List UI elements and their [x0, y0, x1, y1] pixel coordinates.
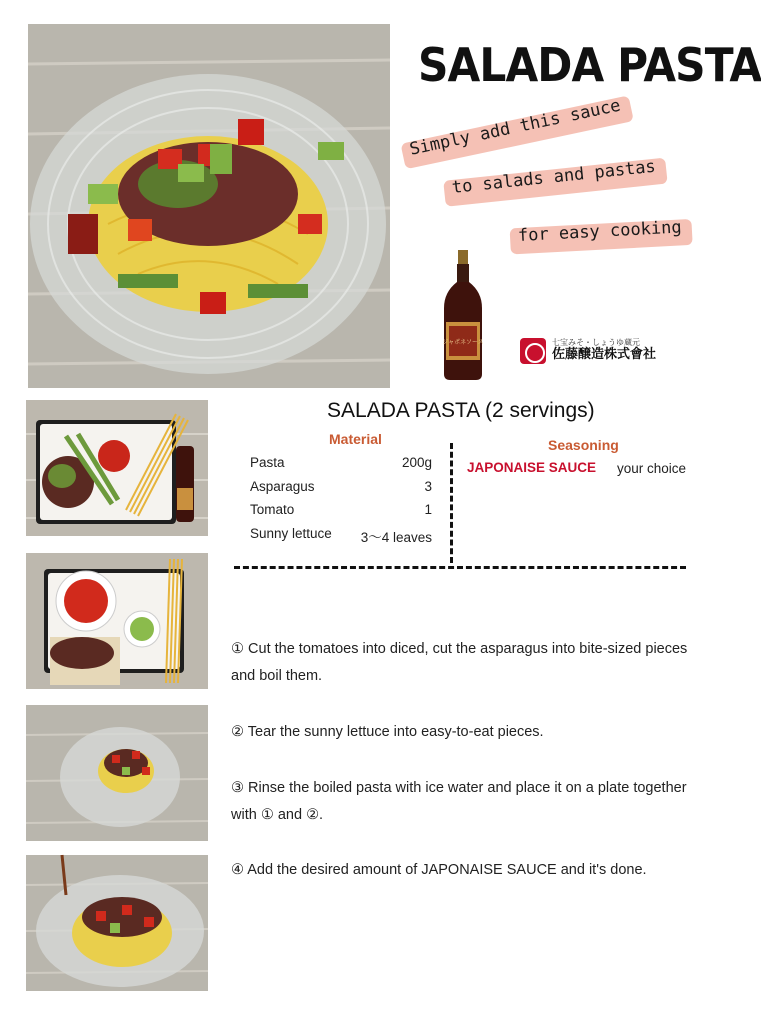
tagline-line-3 [517, 217, 682, 246]
page-title: SALADA PASTA [418, 38, 761, 92]
company-subtitle: 七宝みそ・しょうゆ蔵元 [552, 338, 640, 348]
step-2: ② Tear the sunny lettuce into easy-to-eat pieces. [231, 724, 544, 740]
ingredient-amount: 200g [401, 455, 432, 470]
ingredient-name: Sunny lettuce [250, 526, 332, 541]
seasoning-amount: your choice [617, 461, 687, 476]
plated-pasta-photo [26, 705, 208, 841]
section-divider [234, 566, 686, 569]
column-divider [450, 443, 453, 563]
company-logo-icon [520, 338, 546, 364]
svg-text:ジャポネソース: ジャポネソース [442, 339, 484, 346]
company-name: 佐藤醸造株式會社 [552, 347, 657, 363]
ingredient-row [250, 502, 432, 517]
seasoning-name: JAPONAISE SAUCE [467, 460, 597, 475]
ingredient-name: Asparagus [250, 479, 315, 494]
tagline-text-3: for easy cooking [517, 217, 683, 246]
step-4: ④ Add the desired amount of JAPONAISE SAUCE and it's done. [231, 862, 647, 878]
company-logo [520, 338, 656, 364]
ingredient-row [250, 479, 432, 494]
seasoning-heading: Seasoning [548, 437, 619, 453]
sauce-bottle-image [440, 250, 486, 380]
ingredient-amount: 3～4 leaves [360, 530, 432, 545]
recipe-title: SALADA PASTA (2 servings) [327, 399, 595, 422]
tagline-text-1: Simply add this sauce [407, 95, 623, 160]
step-3: ③ Rinse the boiled pasta with ice water and place it on a plate together with ① and ②. [231, 780, 687, 823]
material-heading: Material [329, 431, 382, 447]
ingredient-name: Pasta [250, 455, 285, 470]
ingredients-photo [26, 400, 208, 536]
ingredient-amount: 3 [424, 479, 432, 494]
hero-salad-pasta-photo [28, 24, 390, 388]
ingredient-row [250, 526, 432, 546]
ingredient-amount: 1 [424, 502, 432, 517]
step-1: ① Cut the tomatoes into diced, cut the asparagus into bite-sized pieces and boil them. [231, 641, 688, 684]
tagline-line-2 [451, 157, 657, 198]
finished-dish-photo [26, 855, 208, 991]
tagline-text-2: to salads and pastas [450, 156, 657, 198]
ingredient-name: Tomato [250, 502, 295, 517]
prepared-ingredients-photo [26, 553, 208, 689]
ingredient-row [250, 455, 432, 470]
tagline-line-1 [408, 96, 622, 160]
